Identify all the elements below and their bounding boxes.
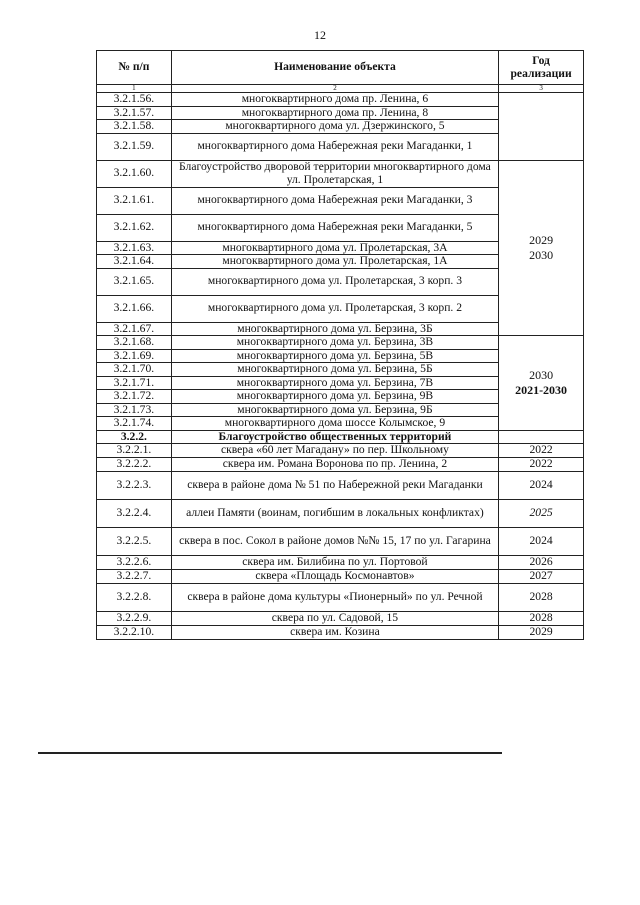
row-num: 3.2.1.58.: [97, 120, 172, 134]
row-num: 3.2.2.1.: [97, 444, 172, 458]
row-name: многоквартирного дома ул. Пролетарская, 3А: [171, 241, 498, 255]
index-cell: 3: [499, 85, 584, 93]
row-num: 3.2.1.69.: [97, 349, 172, 363]
row-num: 3.2.1.71.: [97, 376, 172, 390]
row-name: сквера в районе дома № 51 по Набережной реки Магаданки: [171, 472, 498, 500]
row-num: 3.2.1.64.: [97, 255, 172, 269]
section-title: Благоустройство общественных территорий: [171, 430, 498, 444]
table-row: [97, 626, 584, 640]
row-num: 3.2.2.3.: [97, 472, 172, 500]
row-name: сквера им. Билибина по ул. Портовой: [171, 556, 498, 570]
row-num: 3.2.2.10.: [97, 626, 172, 640]
year-line: 2030: [529, 367, 554, 382]
table-row: [97, 160, 584, 187]
row-num: 3.2.1.66.: [97, 295, 172, 322]
table-row: [97, 528, 584, 556]
row-year: 2027: [499, 570, 584, 584]
index-cell: 1: [97, 85, 172, 93]
section-num: 3.2.2.: [97, 430, 172, 444]
row-name: многоквартирного дома шоссе Колымское, 9: [171, 417, 498, 431]
row-year: 2024: [499, 472, 584, 500]
table-header-row: [97, 51, 584, 85]
row-name: аллеи Памяти (воинам, погибшим в локальных конфликтах): [171, 500, 498, 528]
row-name: сквера по ул. Садовой, 15: [171, 612, 498, 626]
objects-table: [96, 50, 584, 640]
table-row: [97, 584, 584, 612]
row-name: многоквартирного дома ул. Пролетарская, 3 корп. 3: [171, 268, 498, 295]
row-name: многоквартирного дома ул. Берзина, 7В: [171, 376, 498, 390]
year-group-2029-2030: [499, 160, 584, 336]
year-group-2030-2021-2030: [499, 336, 584, 431]
table-row: [97, 472, 584, 500]
row-num: 3.2.1.63.: [97, 241, 172, 255]
year-cell-empty: [499, 93, 584, 161]
row-num: 3.2.1.74.: [97, 417, 172, 431]
row-num: 3.2.1.70.: [97, 363, 172, 377]
row-name: многоквартирного дома ул. Берзина, 5Б: [171, 363, 498, 377]
row-name: Благоустройство дворовой территории многоквартирного дома ул. Пролетарская, 1: [171, 160, 498, 187]
row-name: многоквартирного дома Набережная реки Магаданки, 5: [171, 214, 498, 241]
row-year: 2028: [499, 584, 584, 612]
row-num: 3.2.1.67.: [97, 322, 172, 336]
table-row: [97, 444, 584, 458]
header-name: Наименование объекта: [171, 51, 498, 85]
row-year: 2028: [499, 612, 584, 626]
row-name: многоквартирного дома Набережная реки Магаданки, 3: [171, 187, 498, 214]
row-name: многоквартирного дома ул. Берзина, 9Б: [171, 403, 498, 417]
row-num: 3.2.2.6.: [97, 556, 172, 570]
row-num: 3.2.1.68.: [97, 336, 172, 350]
table-row: [97, 336, 584, 350]
table-row: [97, 93, 584, 107]
row-num: 3.2.2.4.: [97, 500, 172, 528]
year-line-bold: 2021-2030: [515, 382, 568, 397]
row-name: многоквартирного дома ул. Берзина, 3Б: [171, 322, 498, 336]
row-year: 2025: [499, 500, 584, 528]
row-num: 3.2.1.62.: [97, 214, 172, 241]
row-num: 3.2.1.57.: [97, 106, 172, 120]
row-name: сквера «Площадь Космонавтов»: [171, 570, 498, 584]
row-num: 3.2.1.61.: [97, 187, 172, 214]
row-num: 3.2.1.56.: [97, 93, 172, 107]
row-name: сквера в районе дома культуры «Пионерный» по ул. Речной: [171, 584, 498, 612]
year-line: 2029: [529, 232, 554, 247]
header-num: № п/п: [97, 51, 172, 85]
table-row: [97, 458, 584, 472]
row-num: 3.2.2.9.: [97, 612, 172, 626]
row-name: многоквартирного дома пр. Ленина, 6: [171, 93, 498, 107]
row-name: многоквартирного дома ул. Берзина, 3В: [171, 336, 498, 350]
row-year: 2022: [499, 458, 584, 472]
row-name: многоквартирного дома пр. Ленина, 8: [171, 106, 498, 120]
year-line: 2030: [529, 247, 554, 262]
page-number: 12: [314, 28, 326, 42]
row-name: многоквартирного дома ул. Пролетарская, 1А: [171, 255, 498, 269]
row-num: 3.2.2.5.: [97, 528, 172, 556]
row-num: 3.2.1.65.: [97, 268, 172, 295]
row-num: 3.2.1.72.: [97, 390, 172, 404]
row-year: 2022: [499, 444, 584, 458]
row-year: 2026: [499, 556, 584, 570]
index-cell: 2: [171, 85, 498, 93]
row-year: 2024: [499, 528, 584, 556]
row-num: 3.2.2.2.: [97, 458, 172, 472]
row-year: 2029: [499, 626, 584, 640]
table-row: [97, 612, 584, 626]
row-name: многоквартирного дома ул. Берзина, 9В: [171, 390, 498, 404]
row-name: многоквартирного дома Набережная реки Магаданки, 1: [171, 133, 498, 160]
section-row: [97, 430, 584, 444]
row-name: многоквартирного дома ул. Берзина, 5В: [171, 349, 498, 363]
row-name: многоквартирного дома ул. Дзержинского, 5: [171, 120, 498, 134]
header-year: Год реализации: [499, 51, 584, 85]
row-num: 3.2.1.59.: [97, 133, 172, 160]
row-num: 3.2.1.60.: [97, 160, 172, 187]
table-row: [97, 570, 584, 584]
row-num: 3.2.2.8.: [97, 584, 172, 612]
row-num: 3.2.1.73.: [97, 403, 172, 417]
row-name: сквера им. Романа Воронова по пр. Ленина, 2: [171, 458, 498, 472]
table-row: [97, 500, 584, 528]
row-num: 3.2.2.7.: [97, 570, 172, 584]
row-name: сквера «60 лет Магадану» по пер. Школьному: [171, 444, 498, 458]
row-name: многоквартирного дома ул. Пролетарская, 3 корп. 2: [171, 295, 498, 322]
row-name: сквера им. Козина: [171, 626, 498, 640]
year-cell-empty: [499, 430, 584, 444]
row-name: сквера в пос. Сокол в районе домов №№ 15, 17 по ул. Гагарина: [171, 528, 498, 556]
bottom-divider: [38, 752, 502, 754]
table-row: [97, 556, 584, 570]
